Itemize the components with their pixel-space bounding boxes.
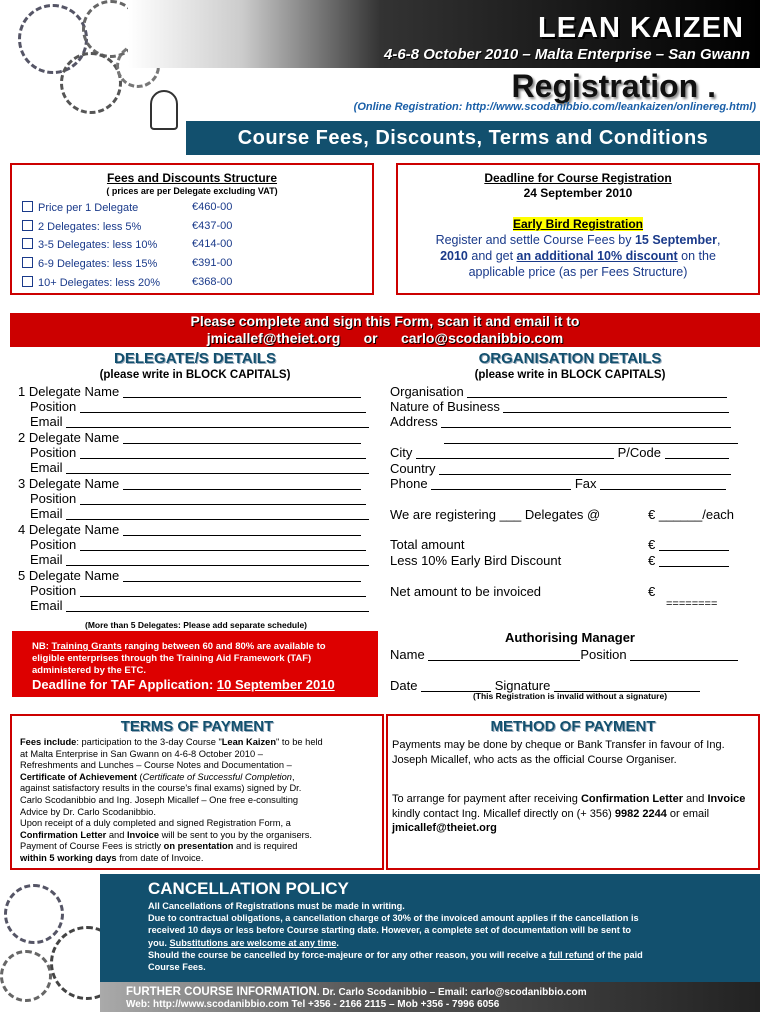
delegate-2-position-field[interactable]: Position bbox=[30, 445, 366, 460]
checkbox-icon[interactable] bbox=[22, 201, 33, 212]
address-line-2-field[interactable] bbox=[444, 430, 738, 445]
delegate-4-name-field[interactable]: 4 Delegate Name bbox=[18, 522, 361, 537]
checkbox-icon[interactable] bbox=[22, 276, 33, 287]
section-banner: Course Fees, Discounts, Terms and Conditions bbox=[186, 121, 760, 155]
fee-row: 6-9 Delegates: less 15% €391-00 bbox=[22, 257, 272, 270]
organisation-subtitle: (please write in BLOCK CAPITALS) bbox=[474, 369, 666, 381]
registration-title: Registration . bbox=[511, 68, 716, 104]
net-amount-label: Net amount to be invoiced bbox=[390, 584, 542, 599]
checkbox-icon[interactable] bbox=[22, 238, 33, 249]
fee-row: 3-5 Delegates: less 10% €414-00 bbox=[22, 238, 272, 251]
delegate-1-position-field[interactable]: Position bbox=[30, 399, 366, 414]
early-bird-title-wrap bbox=[398, 215, 758, 233]
fees-title: Fees and Discounts Structure bbox=[106, 171, 278, 185]
registering-field[interactable]: We are registering ___ Delegates @ bbox=[390, 507, 601, 522]
net-amount-field[interactable]: € bbox=[648, 584, 656, 599]
delegate-5-name-field[interactable]: 5 Delegate Name bbox=[18, 568, 361, 583]
terms-title: TERMS OF PAYMENT bbox=[120, 718, 274, 735]
cancellation-title: CANCELLATION POLICY bbox=[148, 879, 349, 898]
delegates-subtitle: (please write in BLOCK CAPITALS) bbox=[99, 369, 291, 381]
organisation-title: ORGANISATION DETAILS bbox=[478, 350, 662, 367]
address-field[interactable]: Address bbox=[390, 414, 731, 429]
delegate-4-position-field[interactable]: Position bbox=[30, 537, 366, 552]
checkbox-icon[interactable] bbox=[22, 220, 33, 231]
early-bird-text: Register and settle Course Fees by 15 September, 2010 and get an additional 10% discount on the applicable price (as per Fees Structure) bbox=[435, 233, 721, 279]
country-field[interactable]: Country bbox=[390, 461, 731, 476]
email-link[interactable]: jmicallef@theiet.org bbox=[392, 822, 497, 834]
authorising-manager-title: Authorising Manager bbox=[504, 630, 635, 645]
fee-row: 2 Delegates: less 5% €437-00 bbox=[22, 220, 272, 233]
nature-of-business-field[interactable]: Nature of Business bbox=[390, 399, 729, 414]
checkbox-icon[interactable] bbox=[22, 257, 33, 268]
delegate-1-email-field[interactable]: Email bbox=[30, 414, 369, 429]
early-bird-discount-label: Less 10% Early Bird Discount bbox=[390, 553, 562, 568]
date-signature-field[interactable]: Date Signature bbox=[390, 678, 700, 693]
email-jmicallef-link[interactable]: jmicallef@theiet.org bbox=[206, 330, 341, 346]
fees-box bbox=[10, 163, 374, 295]
footer-contact: Web: http://www.scodanibbio.com Tel +356 - 2166 2115 – Mob +356 - 7996 6056 bbox=[126, 999, 500, 1010]
method-of-payment-box bbox=[386, 714, 760, 870]
online-registration-url[interactable]: (Online Registration: http://www.scodanibbio.com/leankaizen/onlinereg.html) bbox=[353, 101, 756, 113]
method-paragraph-1: Payments may be done by cheque or Bank Transfer in favour of Ing. Joseph Micallef, who acts as the official Course Organiser. bbox=[392, 739, 725, 766]
delegate-3-name-field[interactable]: 3 Delegate Name bbox=[18, 476, 361, 491]
deadline-box bbox=[396, 163, 760, 295]
fee-row: Price per 1 Delegate €460-00 bbox=[22, 201, 272, 214]
signature-note: (This Registration is invalid without a signature) bbox=[472, 691, 668, 701]
net-amount-double-rule: ======== bbox=[666, 598, 718, 610]
fees-note: ( prices are per Delegate excluding VAT) bbox=[106, 186, 278, 196]
delegate-2-name-field[interactable]: 2 Delegate Name bbox=[18, 430, 361, 445]
total-amount-field[interactable]: € bbox=[648, 537, 729, 552]
deadline-title: Deadline for Course Registration bbox=[484, 171, 672, 185]
training-grants-box: NB: Training Grants ranging between 60 and 80% are available to eligible enterprises through the Training Aid Framework (TAF) administered by the ETC. Deadline for TAF Application: 10 September 2010 bbox=[12, 631, 378, 697]
manager-name-position-field[interactable]: Name Position bbox=[390, 647, 738, 662]
fee-row: 10+ Delegates: less 20% €368-00 bbox=[22, 276, 272, 289]
terms-text: Fees include: participation to the 3-day Course "Lean Kaizen" to be held at Malta Enterprise in San Gwann on 4-6-8 October 2010 – Refreshments and Lunches – Course Notes and Documentation – Certificate of Achievement (Certificate of Successful Completion, against satisfactory results in the course's final exams) signed by Dr. Carlo Scodanibbio and Ing. Joseph Micallef – One free e-consulting Advice by Dr. Carlo Scodanibbio. Upon receipt of a duly completed and signed Registration Form, a Confirmation Letter and Invoice will be sent to you by the organisers. Payment of Course Fees is strictly on presentation and is required within 5 working days from date of Invoice. bbox=[20, 737, 323, 863]
delegate-4-email-field[interactable]: Email bbox=[30, 552, 369, 567]
method-title: METHOD OF PAYMENT bbox=[490, 718, 656, 735]
event-subtitle: 4-6-8 October 2010 – Malta Enterprise – San Gwann bbox=[384, 46, 750, 63]
instructions-line: Please complete and sign this Form, scan it and email it to bbox=[190, 313, 580, 329]
cancellation-policy-box bbox=[100, 874, 760, 982]
event-title: LEAN KAIZEN bbox=[538, 12, 744, 44]
price-each-field[interactable]: € ______/each bbox=[648, 507, 735, 522]
delegates-note: (More than 5 Delegates: Please add separate schedule) bbox=[84, 620, 308, 630]
early-bird-title: Early Bird Registration bbox=[512, 217, 644, 231]
delegate-2-email-field[interactable]: Email bbox=[30, 460, 369, 475]
total-amount-label: Total amount bbox=[390, 537, 465, 552]
city-pcode-field[interactable]: City P/Code bbox=[390, 445, 729, 460]
delegate-5-email-field[interactable]: Email bbox=[30, 598, 369, 613]
terms-of-payment-box bbox=[10, 714, 384, 870]
deadline-date: 24 September 2010 bbox=[523, 186, 633, 200]
cancellation-text: All Cancellations of Registrations must be made in writing. Due to contractual obligations, a cancellation charge of 30% of the invoiced amount applies if the cancellation is received 10 days or less before Course starting date. However, a complete set of documentation will be sent to you. Substitutions are welcome at any time. Should the course be cancelled by force-majeure or for any other reason, you will receive a full refund of the paid Course Fees. bbox=[148, 901, 643, 973]
method-paragraph-2: To arrange for payment after receiving Confirmation Letter and Invoice kindly contact Ing. Micallef directly on (+ 356) 9982 2244 or email jmicallef@theiet.org bbox=[392, 793, 746, 834]
footer-info: FURTHER COURSE INFORMATION. Dr. Carlo Scodanibbio – Email: carlo@scodanibbio.com Web: http://www.scodanibbio.com Tel +356 - 2166 2115 – Mob +356 - 7996 6056 bbox=[100, 982, 760, 1012]
delegate-3-position-field[interactable]: Position bbox=[30, 491, 366, 506]
instructions-bar: Please complete and sign this Form, scan it and email it to jmicallef@theiet.org or carlo@scodanibbio.com bbox=[10, 313, 760, 347]
email-carlo-link[interactable]: carlo@scodanibbio.com bbox=[400, 330, 564, 346]
delegate-5-position-field[interactable]: Position bbox=[30, 583, 366, 598]
organisation-field[interactable]: Organisation bbox=[390, 384, 727, 399]
delegate-1-name-field[interactable]: 1 Delegate Name bbox=[18, 384, 361, 399]
delegate-3-email-field[interactable]: Email bbox=[30, 506, 369, 521]
discount-amount-field[interactable]: € bbox=[648, 553, 729, 568]
delegates-title: DELEGATE/S DETAILS bbox=[114, 350, 276, 367]
phone-fax-field[interactable]: Phone Fax bbox=[390, 476, 726, 491]
